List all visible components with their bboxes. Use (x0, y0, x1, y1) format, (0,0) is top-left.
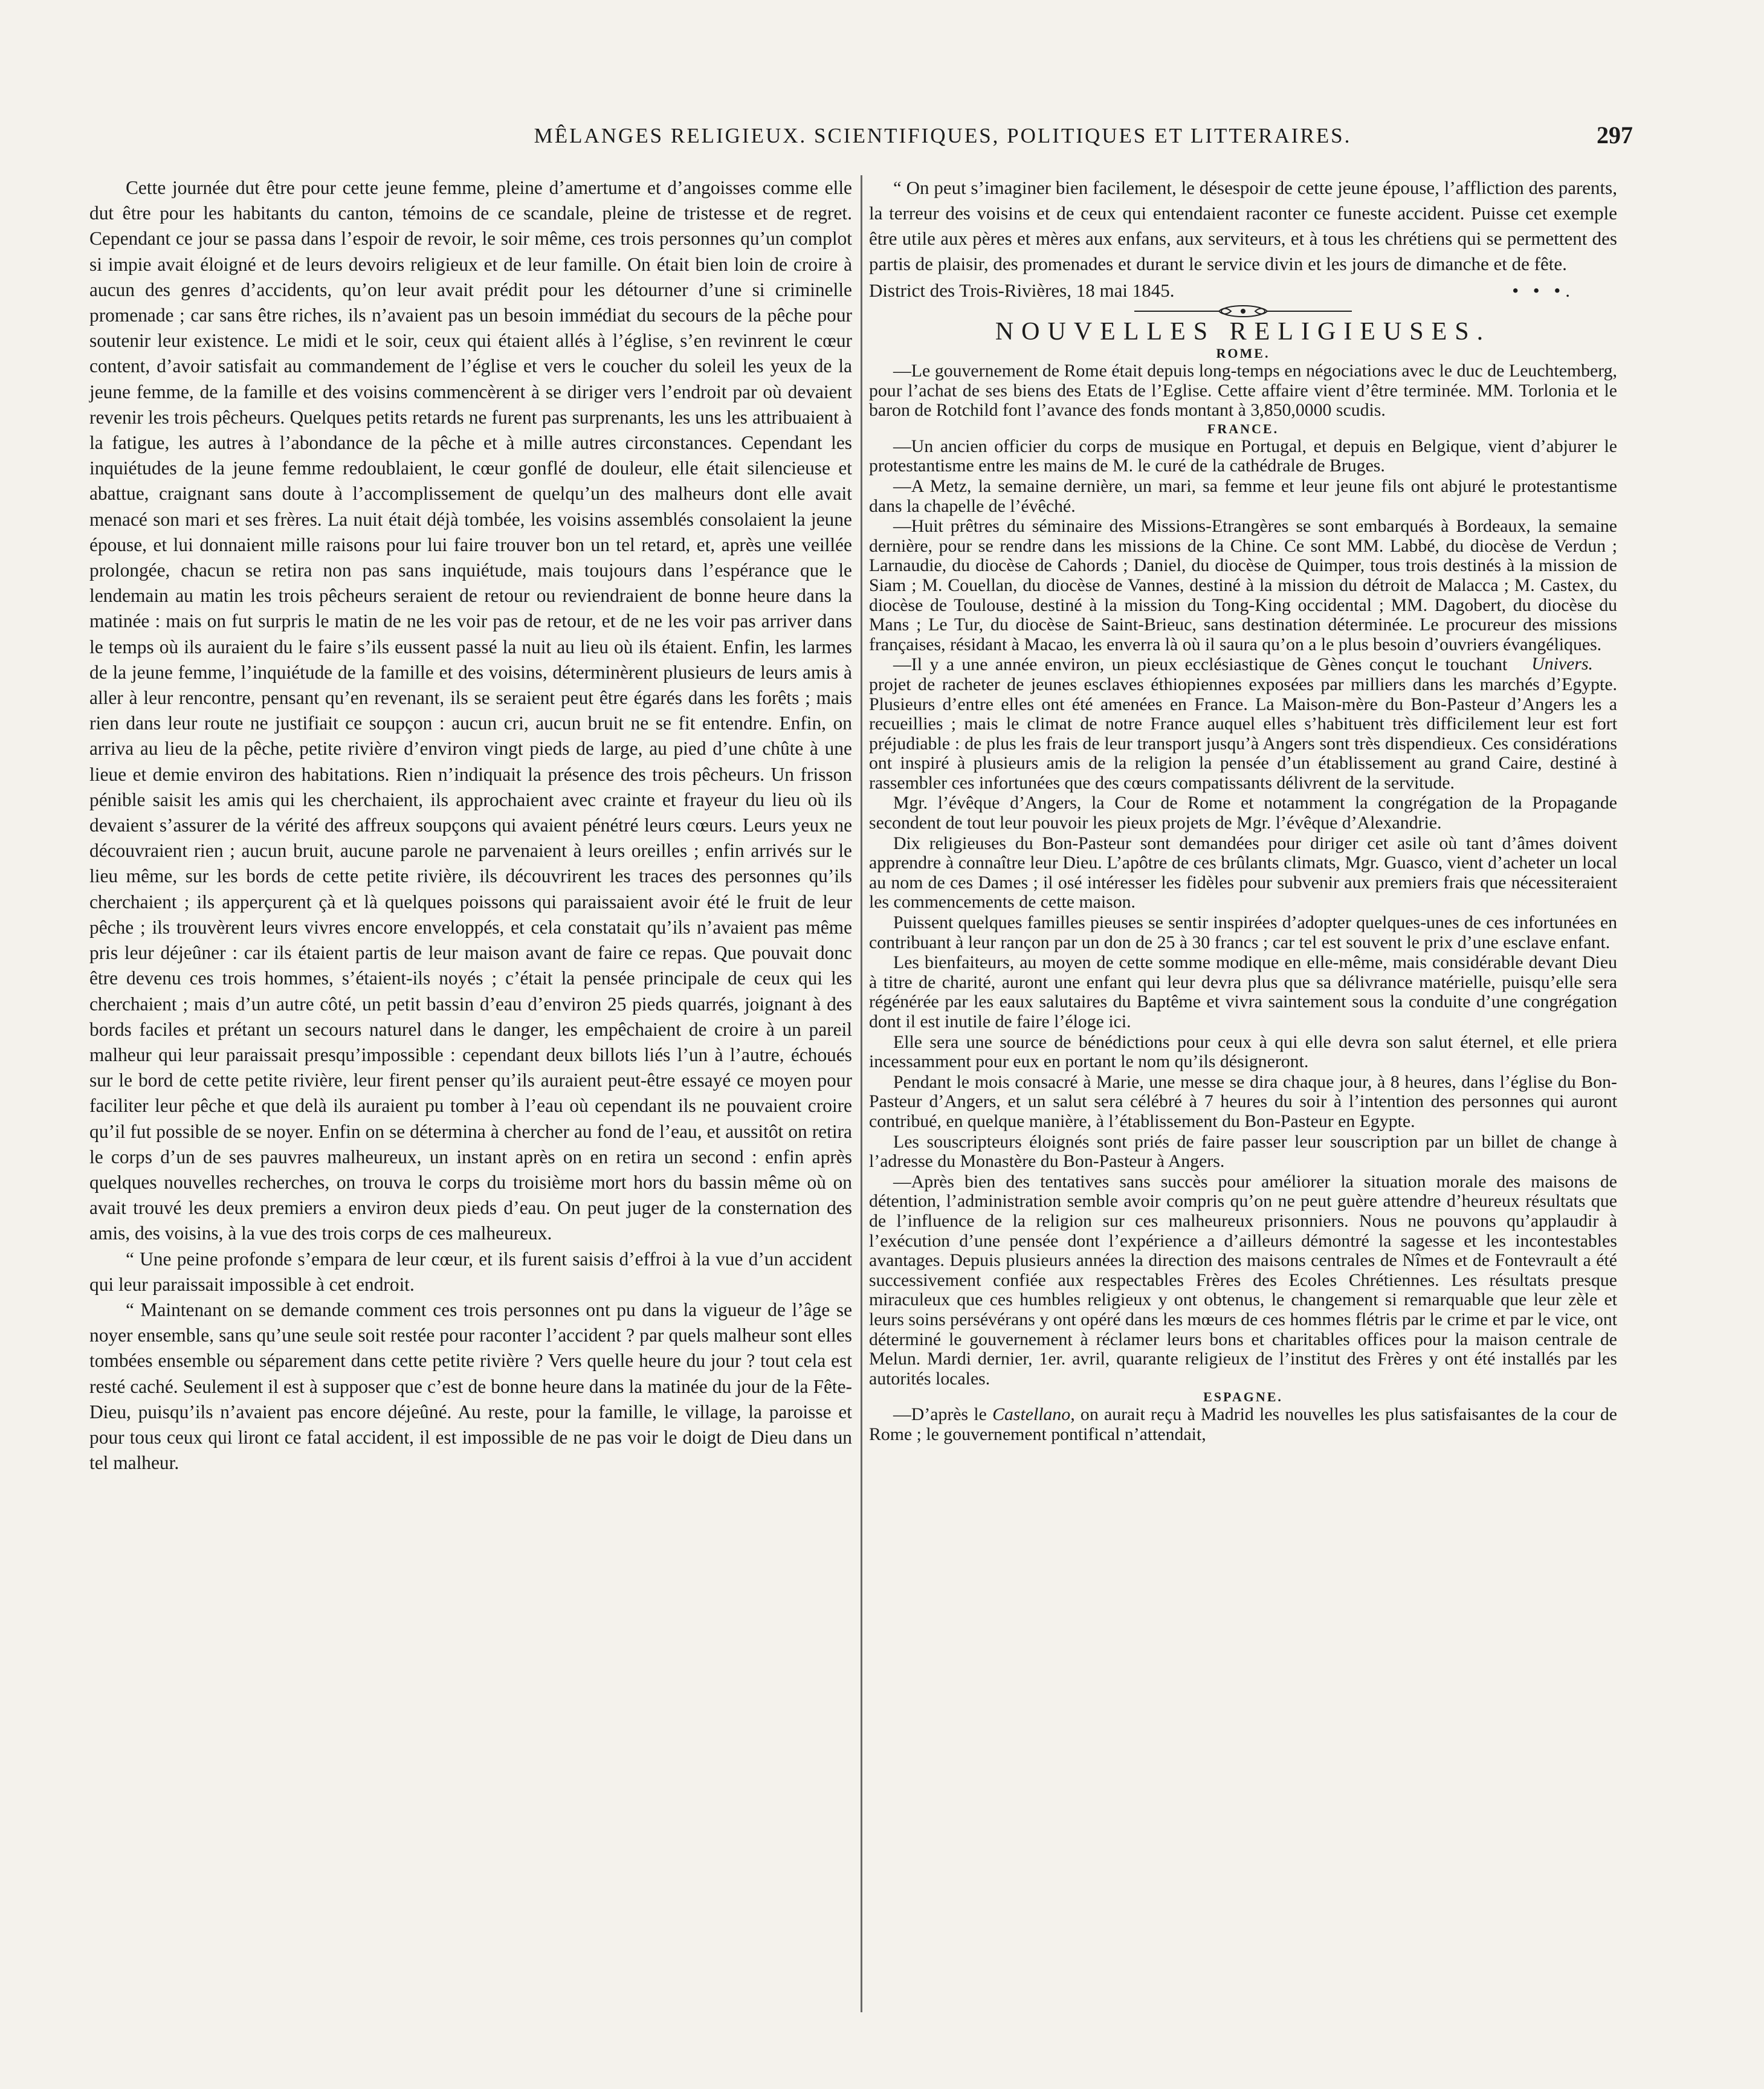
subhead-france: FRANCE. (1207, 421, 1279, 436)
news-item: Les bienfaiteurs, au moyen de cette somme modique en elle-même, mais considérable devant Dieu à titre de charité, auront une enfant qui leur devra plus que sa délivrance matérielle, puisqu’elle sera régénérée par les eaux salutaires du Baptême et vivra saintement sous la conduite d’une congrégation dont il est inutile de faire l’éloge ici. (869, 952, 1617, 1032)
subhead-rome: ROME. (1216, 346, 1270, 361)
news-item: —A Metz, la semaine dernière, un mari, sa femme et leur jeune fils ont abjuré le protestantisme dans la chapelle de l’évêché. (869, 476, 1617, 516)
news-item-text: —Huit prêtres du séminaire des Missions-Etrangères se sont embarqués à Bordeaux, la semaine dernière, pour se rendre dans les missions de la Chine. Ce sont MM. Labbé, du diocèse de Verdun ; Larnaudie, du diocèse de Cahords ; Daniel, du diocèse de Quimper, tous trois destinés à la mission de Siam ; M. Couellan, du diocèse de Vannes, destiné à la mission du détroit de Malacca ; M. Castex, du diocèse de Toulouse, destiné à la mission du Tong-King occidental ; MM. Dagobert, du diocèse du Mans ; Le Tur, du diocèse de Saint-Brieuc, sans destination déterminée. Le procureur des missions françaises, résidant à Macao, les enverra là où il saura qu’on a le plus besoin d’ouvriers évangéliques. (869, 516, 1617, 654)
dateline-place: District des Trois-Rivières, 18 mai 1845. (869, 280, 1175, 301)
news-item: Elle sera une source de bénédictions pour ceux à qui elle devra son salut éternel, et elle priera incessamment pour eux en portant le nom qu’ils désigneront. (869, 1032, 1617, 1072)
subhead-espagne: ESPAGNE. (1203, 1389, 1283, 1405)
news-item: Les souscripteurs éloignés sont priés de faire passer leur souscription par un billet de change à l’adresse du Monastère du Bon-Pasteur à Angers. (869, 1131, 1617, 1172)
news-item: —Le gouvernement de Rome était depuis long-temps en négociations avec le duc de Leuchtemberg, pour l’achat de ses biens des Etats de l’Eglise. Cette affaire vient d’être terminée. MM. Torlonia et le baron de Rotchild font l’avance des fonds montant à 3,850,0000 scudis. (869, 361, 1617, 421)
section-title: NOUVELLES RELIGIEUSES. (995, 318, 1491, 346)
news-block (869, 346, 1617, 1444)
column-divider (861, 175, 862, 2012)
story-conclusion: “ On peut s’imaginer bien facilement, le désespoir de cette jeune épouse, l’affliction des parents, la terreur des voisins et de ceux qui entendaient raconter ce funeste accident. Puisse cet exemple être utile aux pères et mères aux enfans, aux serviteurs, et à tous les chrétiens qui se permettent des partis de plaisir, des promenades et durant le service divin et les jours de dimanche et de fête. (869, 177, 1617, 274)
story-paragraph: Cette journée dut être pour cette jeune femme, pleine d’amertume et d’angoisses comme elle dut être pour les habitants du canton, témoins de ce scandale, pleine de tristesse et de regret. Cependant ce jour se passa dans l’espoir de revoir, le soir même, ces trois personnes qu’un complot si impie avait éloigné et de leurs devoirs religieux et de leur famille. On était bien loin de croire à aucun des genres d’accidents, qu’on leur avait prédit pour les détourner d’une si criminelle promenade ; car sans être riches, ils n’avaient pas un besoin immédiat du secours de la pêche pour soutenir leur existence. Le midi et le soir, ceux qui étaient allés à l’église, s’en revinrent le cœur content, d’avoir satisfait au commandement de l’église et vers le coucher du soleil les yeux de la jeune femme, de la famille et des voisins commencèrent à se diriger vers l’endroit par où devaient revenir les trois pêcheurs. Quelques petits retards ne furent pas surprenants, les uns les attribuaient à la fatigue, les autres à l’abondance de la pêche et à mille autres circonstances. Cependant les inquiétudes de la jeune femme redoublaient, le cœur gonflé de douleur, elle était silencieuse et abattue, craignant sans doute à l’accomplissement de quelqu’un des malheurs dont elle avait menacé son mari et ses frères. La nuit était déjà tombée, les voisins assemblés consolaient la jeune épouse, et lui donnaient mille raisons pour lui faire trouver bon un tel retard, et, après une veillée prolongée, chacun se retira non pas sans inquiétude, mais toujours dans l’espérance que le lendemain au matin les trois pêcheurs seraient de retour ou reviendraient de bonne heure dans la matinée : mais on fut surpris le matin de ne les voir pas de retour, et de ne les voir pas arriver dans le temps où ils auraient du le faire s’ils eussent passé la nuit au lieu où ils étaient. Enfin, les larmes de la jeune femme, l’inquiétude de la famille et des voisins, déterminèrent plusieurs de leurs amis à aller à leur rencontre, pensant qu’en revenant, ils se seraient peut être égarés dans les forêts ; mais rien dans leur route ne justifiait ce soupçon : aucun cri, aucun bruit ne se fit entendre. Enfin, on arriva au lieu de la pêche, petite rivière d’environ vingt pieds de large, au pied d’une chûte à une lieue et demie environ des habitations. Rien n’indiquait la présence des trois pêcheurs. Un frisson pénible saisit les amis qui les cherchaient, ils approchaient avec crainte et frayeur du lieu où ils devaient s’assurer de la vérité des affreux soupçons qui avaient pénétré leurs cœurs. Leurs yeux ne découvraient rien ; aucun bruit, aucune parole ne parvenaient à leurs oreilles ; enfin arrivés sur le lieu même, sur les bords de cette petite rivière, ils découvrirent les traces des personnes qu’ils cherchaient ; ils apperçurent çà et là quelques poissons qui paraissaient avoir été le fruit de leur pêche ; ils trouvèrent leurs vivres encore enveloppés, et cela constatait qu’ils n’avaient pas même pris leur déjeûner : car ils étaient partis de leur maison avant de faire ce repas. Que pouvait donc être devenu ces trois hommes, s’étaient-ils noyés ; c’était la pensée principale de ceux qui les cherchaient ; mais d’un autre côté, un petit bassin d’eau d’environ 25 pieds quarrés, joignant à des bords faciles et prétant un secours naturel dans le danger, les empêchaient de croire à un pareil malheur qui leur paraissait presqu’impossible : cependant deux billots liés l’un à l’autre, échoués sur le bord de cette petite rivière, leur firent penser qu’ils auraient peut-être essayé ce moyen pour faciliter leur pêche et que delà ils auraient pu tomber à l’eau où cependant ils ne pouvaient croire qu’il fut possible de se noyer. Enfin on se détermina à chercher au fond de l’eau, et aussitôt on retira le corps d’un de ses pauvres malheureux, un instant après on en retira un second : enfin après quelques nouvelles recherches, on trouva le corps du troisième mort hors du bassin même où on avait trouvé les deux premiers a environ deux pieds d’eau. On peut juger de la consternation des amis, des voisins, à la vue des trois corps de ces malheureux. (89, 177, 852, 1244)
source-signature: Univers. (1531, 654, 1593, 674)
news-item-text: on aurait reçu à Madrid les nouvelles les plus satisfaisantes de la cour de Rome ; le gouvernement pontifical n’attendait, (869, 1404, 1617, 1444)
ornament-divider-icon (1134, 305, 1352, 318)
left-column (89, 175, 852, 1476)
story-paragraph: “ Une peine profonde s’empara de leur cœur, et ils furent saisis d’effroi à la vue d’un accident qui leur paraissait impossible à cet endroit. (89, 1248, 852, 1295)
news-item: —Un ancien officier du corps de musique en Portugal, et depuis en Belgique, vient d’abjurer le protestantisme entre les mains de M. le curé de la cathédrale de Bruges. (869, 436, 1617, 476)
news-item: Pendant le mois consacré à Marie, une messe se dira chaque jour, à 8 heures, dans l’église du Bon-Pasteur d’Angers, et un salut sera célébré à 7 heures du soir à l’intention des personnes qui auront contribué, en quelque manière, à l’établissement du Bon-Pasteur en Egypte. (869, 1071, 1617, 1131)
news-item: —Il y a une année environ, un pieux ecclésiastique de Gènes conçut le touchant projet de racheter de jeunes esclaves éthiopiennes exposées par milliers dans les marchés d’Egypte. Plusieurs d’entre elles ont été amenées en France. La Maison-mère du Bon-Pasteur d’Angers les a recueillies ; mais le climat de notre France auquel elles s’habituent très difficilement leur est fort préjudiable : de plus les frais de leur transport jusqu’à Angers sont très dispendieux. Ces considérations ont inspiré à plusieurs amis de la religion la pensée d’un établissement au grand Caire, destiné à rassembler ces infortunées que des cœurs compatissants délivrent de la servitude. (869, 654, 1617, 793)
dateline-dots: • • •. (1512, 280, 1575, 301)
news-item: —Après bien des tentatives sans succès pour améliorer la situation morale des maisons de détention, l’administration semble avoir compris qu’on ne peut guère attendre d’heureux résultats que de l’influence de la religion sur ces malheureux prisonniers. Nous ne pouvons qu’applaudir à l’exécution d’une pensée dont l’expérience a d’ailleurs démontré la sagesse et les incontestables avantages. Depuis plusieurs années la direction des maisons centrales de Nîmes et de Fontevrault a été successivement confiée aux respectables Frères des Ecoles Chrétiennes. Les résultats presque miraculeux que ces humbles religieux y ont obtenus, le changement si remarquable que leur zèle et leurs soins persévérans y ont opéré dans les mœurs de ces hommes flétris par le crime et par le vice, ont déterminé le gouvernement à réclamer leurs bons et charitables offices pour la maison centrale de Melun. Mardi dernier, 1er. avril, quarante religieux de l’institut des Frères y ont été installés par les autorités locales. (869, 1171, 1617, 1389)
running-title: MÊLANGES RELIGIEUX. SCIENTIFIQUES, POLITIQUES ET LITTERAIRES. (534, 124, 1352, 147)
news-item-lead: —D’après le (893, 1404, 993, 1425)
right-column (869, 175, 1617, 1445)
story-paragraph: “ Maintenant on se demande comment ces trois personnes ont pu dans la vigueur de l’âge se noyer ensemble, sans qu’une seule soit restée pour raconter l’accident ? par quels malheur sont elles tombées ensemble ou séparement dans cette petite rivière ? Vers quelle heure du jour ? tout cela est resté caché. Seulement il est à supposer que c’est de bonne heure dans la matinée du jour de la Fête-Dieu, puisqu’ils n’avaient pas encore déjeûné. Au reste, pour la famille, le village, la paroisse et pour tous ceux qui liront ce fatal accident, il est impossible de ne pas voir le doigt de Dieu dans un tel malheur. (89, 1299, 852, 1474)
news-item (869, 516, 1617, 674)
news-item: Mgr. l’évêque d’Angers, la Cour de Rome et notamment la congrégation de la Propagande secondent de tout leur pouvoir les pieux projets de Mgr. l’évêque d’Alexandrie. (869, 793, 1617, 833)
page-number: 297 (1597, 121, 1633, 149)
newspaper-name: Castellano, (992, 1404, 1075, 1425)
dateline (869, 278, 1617, 303)
news-item: Puissent quelques familles pieuses se sentir inspirées d’adopter quelques-unes de ces infortunées en contribuant à leur rançon par un don de 25 à 30 francs ; car tel est souvent le prix d’une esclave enfant. (869, 912, 1617, 952)
news-item: Dix religieuses du Bon-Pasteur sont demandées pour diriger cet asile où tant d’âmes doivent apprendre à connaître leur Dieu. L’apôtre de ces brûlants climats, Mgr. Guasco, vient d’acheter un local au nom de ces Dames ; il osé intéresser les fidèles pour subvenir aux premiers frais que nécessiteraient les commencements de cette maison. (869, 833, 1617, 912)
news-item (869, 1405, 1617, 1444)
